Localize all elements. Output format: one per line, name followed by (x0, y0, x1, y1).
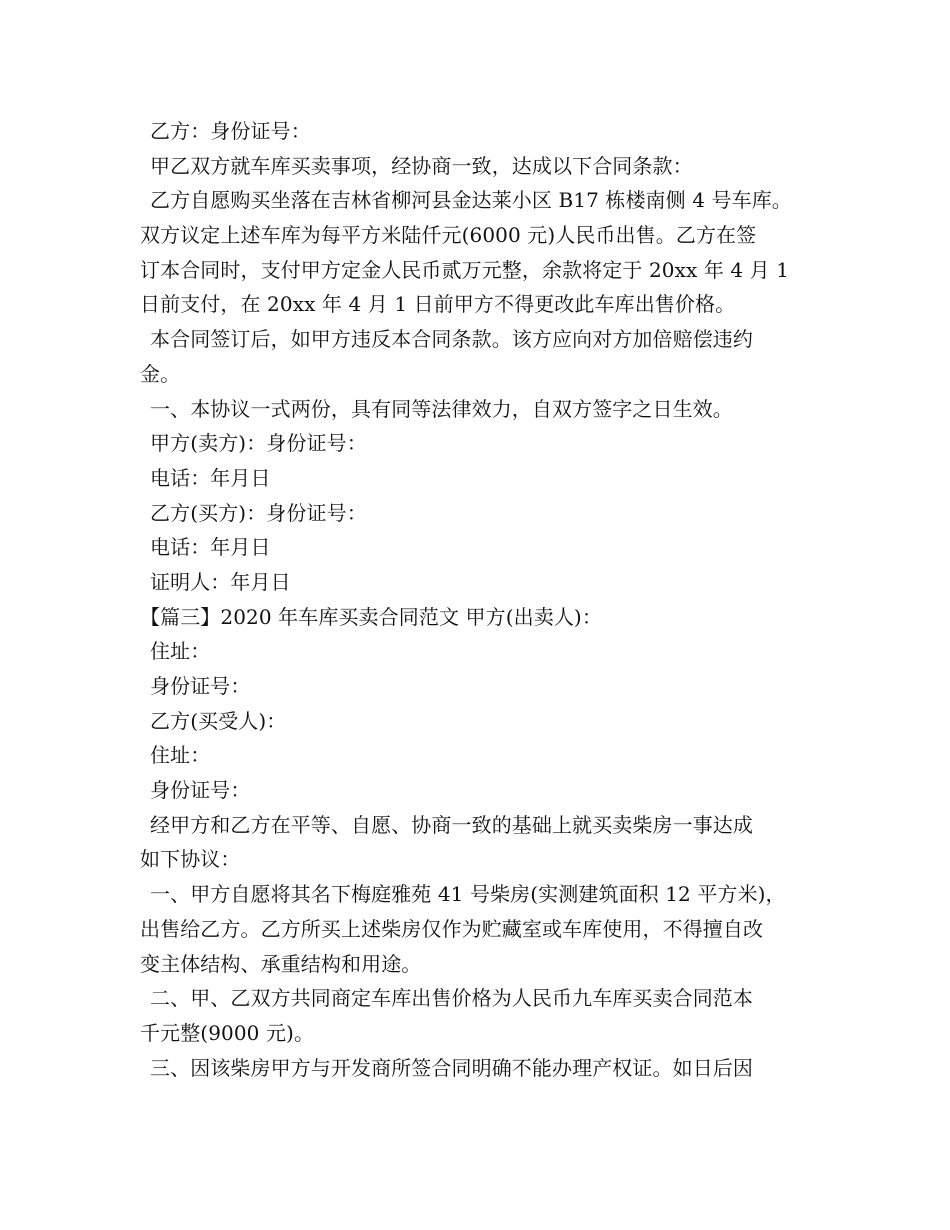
text-line: 三、因该柴房甲方与开发商所签合同明确不能办理产权证。如日后因 (150, 1055, 753, 1080)
text-line: 身份证号： (150, 674, 251, 698)
contract-text-block (140, 114, 830, 1085)
text-line: 日前支付，在 20xx 年 4 月 1 日前甲方不得更改此车库出售价格。 (140, 292, 736, 317)
section-heading: 【篇三】2020 年车库买卖合同范文 甲方(出卖人)： (140, 604, 602, 629)
text-line: 一、甲方自愿将其名下梅庭雅苑 41 号柴房(实测建筑面积 12 平方米)， (150, 882, 786, 907)
text-line: 乙方(买受人)： (150, 708, 287, 733)
text-line: 变主体结构、承重结构和用途。 (140, 951, 422, 976)
text-line: 甲方(卖方)：身份证号： (150, 431, 367, 456)
text-line: 乙方(买方)：身份证号： (150, 500, 367, 525)
text-line: 一、本协议一式两份，具有同等法律效力，自双方签字之日生效。 (150, 396, 733, 421)
text-line: 金。 (140, 361, 181, 386)
text-line: 乙方自愿购买坐落在吉林省柳河县金达莱小区 B17 栋楼南侧 4 号车库。 (150, 188, 792, 213)
text-line: 出售给乙方。乙方所买上述柴房仅作为贮藏室或车库使用，不得擅自改 (140, 916, 764, 941)
text-line: 如下协议： (140, 847, 241, 872)
text-line: 电话：年月日 (150, 465, 271, 490)
text-line: 订本合同时，支付甲方定金人民币贰万元整，余款将定于 20xx 年 4 月 1 (140, 257, 790, 282)
text-line: 住址： (150, 639, 211, 664)
text-line: 身份证号： (150, 778, 251, 803)
text-line: 千元整(9000 元)。 (140, 1020, 315, 1045)
text-line: 乙方：身份证号： (150, 119, 311, 143)
text-line: 二、甲、乙双方共同商定车库出售价格为人民币九车库买卖合同范本 (150, 986, 753, 1011)
text-line: 住址： (150, 743, 211, 768)
text-line: 电话：年月日 (150, 535, 271, 560)
text-line: 双方议定上述车库为每平方米陆仟元(6000 元)人民币出售。乙方在签 (140, 223, 757, 248)
text-line: 证明人：年月日 (150, 569, 291, 594)
text-line: 本合同签订后，如甲方违反本合同条款。该方应向对方加倍赔偿违约 (150, 327, 753, 352)
text-line: 经甲方和乙方在平等、自愿、协商一致的基础上就买卖柴房一事达成 (150, 812, 753, 837)
text-line: 甲乙双方就车库买卖事项，经协商一致，达成以下合同条款： (150, 153, 693, 178)
